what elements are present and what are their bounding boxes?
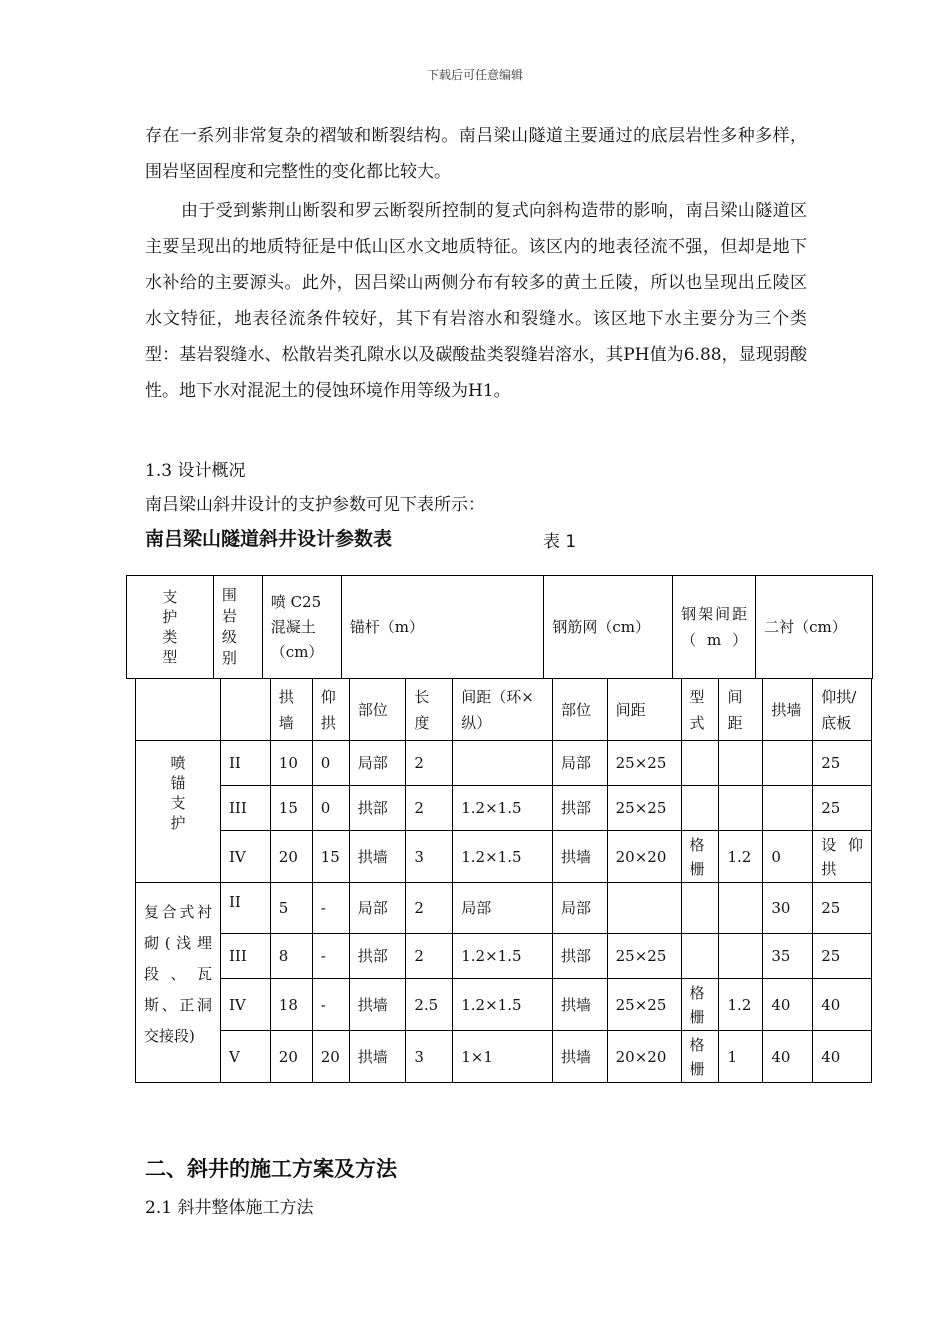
cell: 拱墙 <box>552 979 607 1031</box>
cell <box>719 786 763 831</box>
section-heading-1-3: 1.3 设计概况 <box>145 461 246 481</box>
cell: 20 <box>312 1031 349 1083</box>
header2-anchor-position: 部位 <box>349 679 406 741</box>
header-shotcrete-text: 喷 C25混凝土（cm） <box>270 592 324 661</box>
cell: 15 <box>270 786 312 831</box>
header-anchor: 锚杆（m） <box>341 576 544 679</box>
cell: 拱部 <box>349 934 406 979</box>
cell: - <box>312 883 349 934</box>
table-number: 表 1 <box>543 532 577 552</box>
cell: 25×25 <box>607 741 681 786</box>
cell: 20 <box>270 1031 312 1083</box>
cell: 局部 <box>349 741 406 786</box>
cell <box>681 934 719 979</box>
paragraph-1: 存在一系列非常复杂的褶皱和断裂结构。南吕梁山隧道主要通过的底层岩性多种多样，围岩坚固程度和完整性的变化都比较大。 <box>145 126 807 182</box>
table-header-row-1 <box>126 575 873 679</box>
page-header-note: 下载后可任意编辑 <box>426 68 523 82</box>
header-shotcrete <box>262 576 341 679</box>
cell <box>719 741 763 786</box>
cell <box>453 741 553 786</box>
cell-grade: V <box>221 1031 271 1083</box>
cell: 拱部 <box>349 786 406 831</box>
header2-empty-1 <box>136 679 221 741</box>
cell: 0 <box>763 831 813 883</box>
header2-inverted-arch: 仰拱 <box>312 679 349 741</box>
cell: 25 <box>813 883 872 934</box>
header-support-type <box>127 576 214 679</box>
section-heading-2-1: 2.1 斜井整体施工方法 <box>145 1198 314 1218</box>
header2-lining-floor: 仰拱/底板 <box>813 679 872 741</box>
header2-anchor-length: 长度 <box>406 679 453 741</box>
header2-mesh-spacing: 间距 <box>607 679 681 741</box>
cell: 25 <box>813 786 872 831</box>
cell-grade: II <box>221 883 271 934</box>
cell <box>763 786 813 831</box>
cell-grade: IV <box>221 831 271 883</box>
cell: 拱墙 <box>349 979 406 1031</box>
cell: 2 <box>406 934 453 979</box>
table-intro: 南吕梁山斜井设计的支护参数可见下表所示： <box>145 495 485 515</box>
cell: 18 <box>270 979 312 1031</box>
design-parameter-table <box>135 678 872 1083</box>
cell: 局部 <box>552 883 607 934</box>
table-row <box>136 831 872 883</box>
header2-arch-wall: 拱墙 <box>270 679 312 741</box>
header-support-type-text: 支护类型 <box>162 588 178 666</box>
cell: 1 <box>719 1031 763 1083</box>
cell: 拱墙 <box>349 1031 406 1083</box>
header-rock-grade-text: 围岩级别 <box>221 586 237 667</box>
cell: 1.2 <box>719 831 763 883</box>
cell: 2 <box>406 786 453 831</box>
table-row <box>136 883 872 934</box>
cell: 1.2×1.5 <box>453 979 553 1031</box>
cell: 25×25 <box>607 934 681 979</box>
cell: 局部 <box>349 883 406 934</box>
cell: 40 <box>813 1031 872 1083</box>
header2-mesh-position: 部位 <box>552 679 607 741</box>
cell: 3 <box>406 1031 453 1083</box>
header2-lining-wall: 拱墙 <box>763 679 813 741</box>
cell: 2 <box>406 883 453 934</box>
cell: 30 <box>763 883 813 934</box>
cell: 40 <box>813 979 872 1031</box>
table-row <box>136 934 872 979</box>
header-rock-grade <box>213 576 262 679</box>
cell <box>681 786 719 831</box>
cell: 20×20 <box>607 1031 681 1083</box>
group-label-spray-anchor-text: 喷锚支护 <box>170 754 186 832</box>
paragraph-2: 由于受到紫荆山断裂和罗云断裂所控制的复式向斜构造带的影响，南吕梁山隧道区主要呈现出的地质特征是中低山区水文地质特征。该区内的地表径流不强，但却是地下水补给的主要源头。此外，因吕梁山两侧分布有较多的黄土丘陵，所以也呈现出丘陵区水文特征，地表径流条件较好，其下有岩溶水和裂缝水。该区地下水主要分为三个类型：基岩裂缝水、松散岩类孔隙水以及碳酸盐类裂缝岩溶水，其PH值为6.88，显现弱酸性。地下水对混泥土的侵蚀环境作用等级为H1。 <box>145 201 807 401</box>
table-row <box>136 979 872 1031</box>
chapter-heading-2: 二、斜井的施工方案及方法 <box>145 1157 397 1181</box>
cell: - <box>312 979 349 1031</box>
cell: 3 <box>406 831 453 883</box>
cell: 2 <box>406 741 453 786</box>
table-row <box>136 741 872 786</box>
cell: 15 <box>312 831 349 883</box>
table-row <box>136 786 872 831</box>
cell: 1.2×1.5 <box>453 934 553 979</box>
cell: 0 <box>312 741 349 786</box>
cell-grade: IV <box>221 979 271 1031</box>
cell: 0 <box>312 786 349 831</box>
cell: 40 <box>763 1031 813 1083</box>
cell: 局部 <box>453 883 553 934</box>
header2-frame-type: 型式 <box>681 679 719 741</box>
cell: 25×25 <box>607 786 681 831</box>
cell: 8 <box>270 934 312 979</box>
cell: 格栅 <box>681 1031 719 1083</box>
cell: 局部 <box>552 741 607 786</box>
group-label-composite-lining <box>136 883 221 1083</box>
cell <box>607 883 681 934</box>
cell: 25 <box>813 934 872 979</box>
cell: - <box>312 934 349 979</box>
header-frame <box>673 576 756 679</box>
cell: 设仰拱 <box>813 831 872 883</box>
cell: 35 <box>763 934 813 979</box>
table-header-row-2 <box>136 679 872 741</box>
cell: 25×25 <box>607 979 681 1031</box>
cell: 1×1 <box>453 1031 553 1083</box>
cell: 拱部 <box>552 786 607 831</box>
cell: 20 <box>270 831 312 883</box>
cell: 拱墙 <box>552 1031 607 1083</box>
cell: 20×20 <box>607 831 681 883</box>
table-row <box>136 1031 872 1083</box>
cell-grade: III <box>221 934 271 979</box>
header2-anchor-spacing: 间距（环×纵） <box>453 679 553 741</box>
cell: 5 <box>270 883 312 934</box>
header-frame-text: 钢架间距（m） <box>681 605 748 649</box>
cell: 格栅 <box>681 979 719 1031</box>
cell: 格栅 <box>681 831 719 883</box>
group-label-spray-anchor <box>136 741 221 883</box>
header-mesh: 钢筋网（cm） <box>544 576 673 679</box>
cell: 10 <box>270 741 312 786</box>
cell: 1.2 <box>719 979 763 1031</box>
group-label-composite-lining-text: 复合式衬砌(浅埋段、瓦斯、正洞交接段) <box>144 903 212 1045</box>
cell: 2.5 <box>406 979 453 1031</box>
header-lining: 二衬（cm） <box>756 576 873 679</box>
header2-frame-spacing: 间距 <box>719 679 763 741</box>
cell: 1.2×1.5 <box>453 786 553 831</box>
cell <box>763 741 813 786</box>
cell <box>719 883 763 934</box>
cell: 拱墙 <box>349 831 406 883</box>
cell <box>681 741 719 786</box>
table-title: 南吕梁山隧道斜井设计参数表 <box>145 528 393 550</box>
cell: 25 <box>813 741 872 786</box>
cell: 拱墙 <box>552 831 607 883</box>
header2-empty-2 <box>221 679 271 741</box>
cell: 拱部 <box>552 934 607 979</box>
cell: 1.2×1.5 <box>453 831 553 883</box>
cell <box>681 883 719 934</box>
cell-grade: II <box>221 741 271 786</box>
cell-grade: III <box>221 786 271 831</box>
cell: 40 <box>763 979 813 1031</box>
cell <box>719 934 763 979</box>
